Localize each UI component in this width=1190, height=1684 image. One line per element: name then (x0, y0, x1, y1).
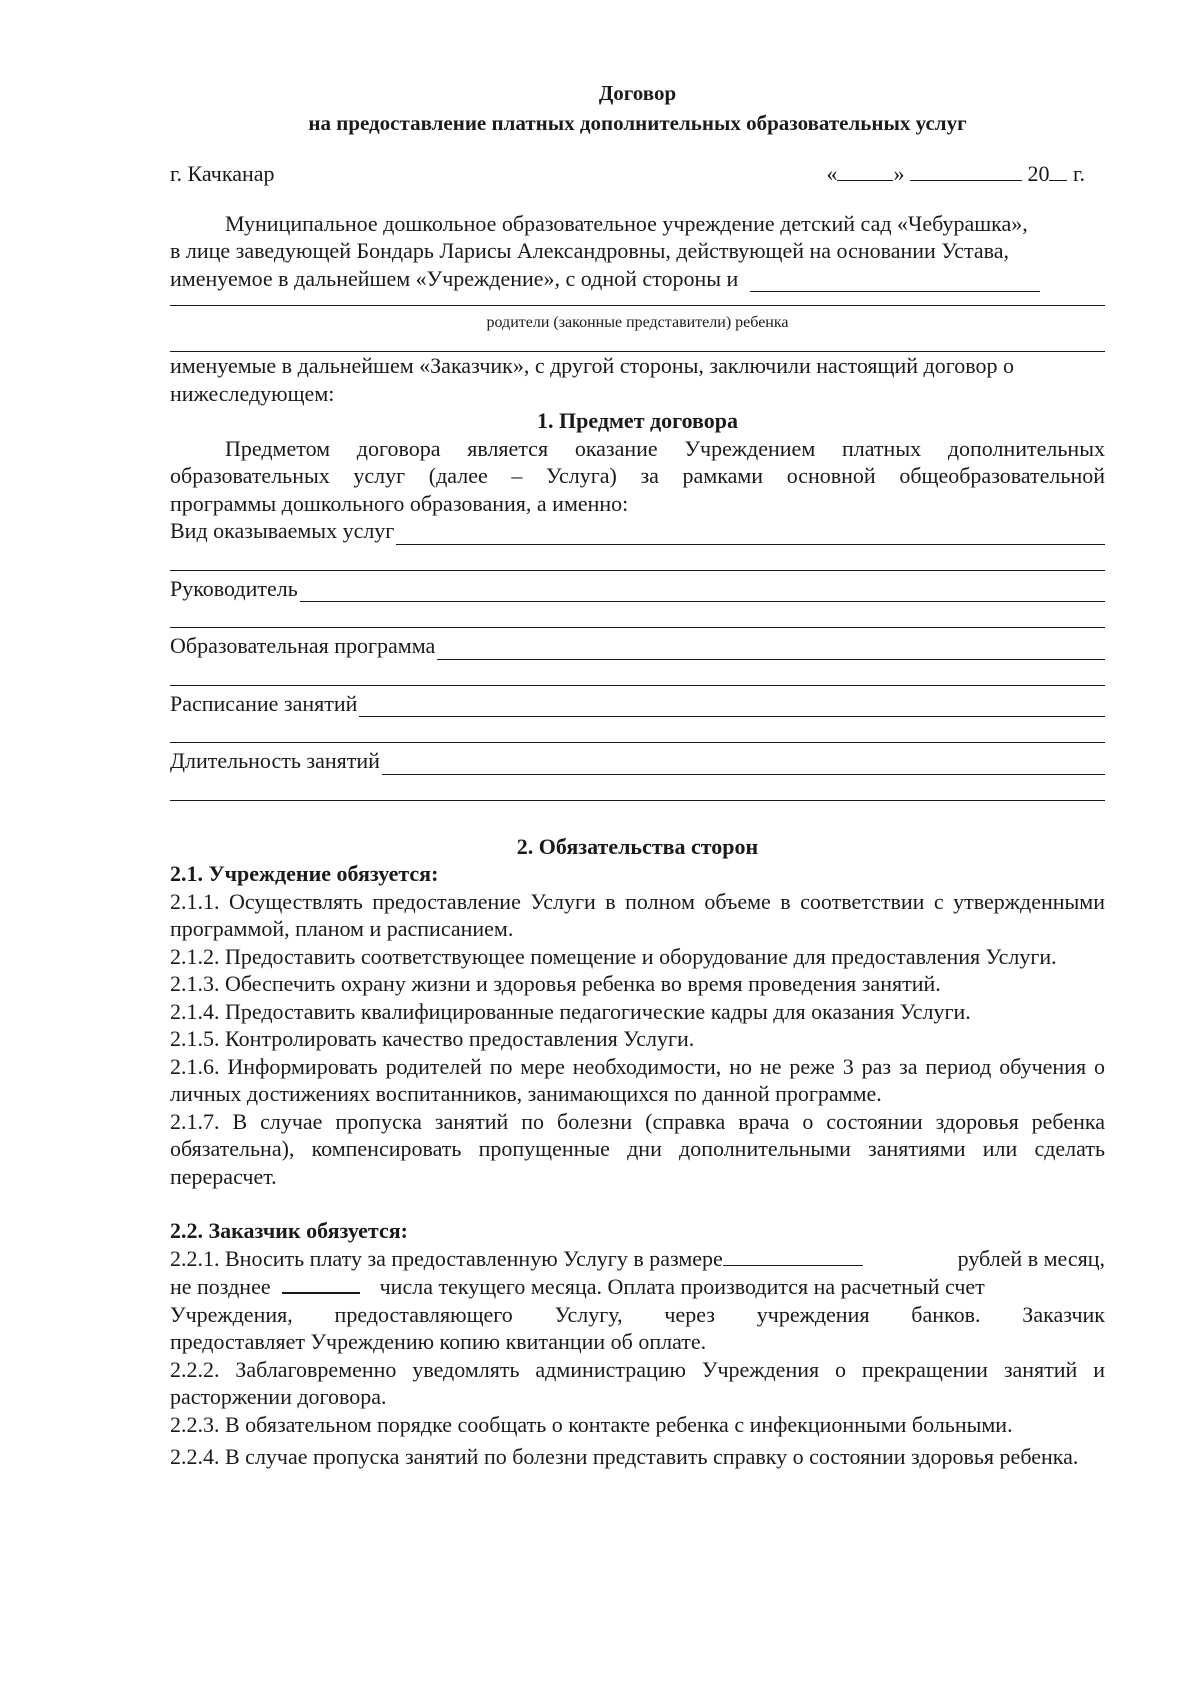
payment-line-1: 2.2.1. Вносить плату за предоставленную Услугу в размере рублей в месяц, (170, 1245, 1105, 1271)
document-title: Договор (598, 81, 677, 105)
schedule-line-2[interactable] (170, 741, 1105, 743)
payment-day-blank[interactable] (282, 1272, 360, 1294)
obligation-item: 2.1.7. В случае пропуска занятий по болезни (справка врача о состоянии здоровья ребенка обязательна), компенсировать пропущенные дни дополнительными занятиями или сделать перерасчет. (170, 1108, 1105, 1189)
duration-line-2[interactable] (170, 799, 1105, 801)
section-2-heading: 2. Обязательства сторон (516, 833, 759, 859)
supervisor-blank[interactable] (300, 581, 1105, 602)
obligation-item: 2.1.6. Информировать родителей по мере необходимости, но не реже 3 раз за период обучения о личных достижениях воспитанников, занимающихся по данной программе. (170, 1053, 1105, 1106)
place-date-row (170, 160, 1105, 188)
preamble (170, 210, 1105, 408)
program-blank[interactable] (437, 639, 1105, 660)
payment-amount-blank[interactable] (723, 1245, 863, 1266)
program-line-2[interactable] (170, 684, 1105, 686)
obligation-item: 2.1.4. Предоставить квалифицированные педагогические кадры для оказания Услуги. (170, 998, 971, 1024)
preamble-line: именуемые в дальнейшем «Заказчик», с другой стороны, заключили настоящий договор о (170, 353, 1014, 378)
supervisor-line-2[interactable] (170, 626, 1105, 628)
section-1-heading: 1. Предмет договора (537, 408, 738, 433)
obligation-item: 2.1.1. Осуществлять предоставление Услуги в полном объеме в соответствии с утвержденными программой, планом и расписанием. (170, 888, 1105, 941)
payment-line-3: Учреждения, предоставляющего Услугу, через учреждения банков. Заказчик (170, 1301, 1105, 1327)
preamble-line: Муниципальное дошкольное образовательное учреждение детский сад «Чебурашка», (225, 210, 1028, 236)
obligation-item-payment (170, 1245, 1105, 1356)
parties-line: именуемое в дальнейшем «Учреждение», с одной стороны и (170, 265, 1040, 293)
duration-field: Длительность занятий (170, 747, 1105, 775)
document-subtitle: на предоставление платных дополнительных образовательных услуг (308, 111, 967, 135)
schedule-blank[interactable] (359, 696, 1105, 717)
year-blank[interactable] (1049, 160, 1067, 181)
payment-line-2: не позднее числа текущего месяца. Оплата производится на расчетный счет (170, 1274, 985, 1299)
obligation-item: 2.2.4. В случае пропуска занятий по болезни представить справку о состоянии здоровья ребенка. (170, 1444, 1079, 1469)
preamble-line: в лице заведующей Бондарь Ларисы Александровны, действующей на основании Устава, (170, 238, 1010, 263)
institution-obligations-heading: 2.1. Учреждение обязуется: (170, 861, 439, 886)
customer-obligations-heading: 2.2. Заказчик обязуется: (170, 1218, 409, 1243)
obligation-item: 2.1.2. Предоставить соответствующее помещение и оборудование для предоставления Услуги. (170, 943, 1057, 969)
payment-line-4: предоставляет Учреждению копию квитанции об оплате. (170, 1329, 707, 1354)
month-blank[interactable] (910, 160, 1022, 181)
city: г. Качканар (170, 161, 275, 186)
customer-name-line[interactable] (170, 304, 1105, 306)
service-type-blank[interactable] (396, 524, 1105, 545)
day-blank[interactable] (837, 160, 893, 181)
preamble-line: нижеследующем: (170, 380, 335, 406)
program-field: Образовательная программа (170, 632, 1105, 660)
subject-paragraph-line: программы дошкольного образования, а именно: (170, 490, 629, 516)
customer-name-blank[interactable] (750, 271, 1040, 292)
schedule-field: Расписание занятий (170, 690, 1105, 718)
service-type-line-2[interactable] (170, 569, 1105, 571)
section-obligations (170, 833, 1105, 1473)
contract-page (170, 78, 1105, 1472)
service-type-field: Вид оказываемых услуг (170, 517, 1105, 545)
payment-amount-text: 2.2.1. Вносить плату за предоставленную Услугу в размере (170, 1245, 863, 1273)
customer-caption: родители (законные представители) ребенка (486, 314, 789, 331)
subject-paragraph-line: образовательных услуг (далее – Услуга) за рамками основной общеобразовательной (170, 463, 1105, 488)
obligation-item: 2.1.3. Обеспечить охрану жизни и здоровья ребенка во время проведения занятий. (170, 971, 941, 996)
obligation-item: 2.2.3. В обязательном порядке сообщать о контакте ребенка с инфекционными больными. (170, 1411, 1013, 1437)
supervisor-field: Руководитель (170, 575, 1105, 603)
subject-paragraph-line: Предметом договора является оказание Учреждением платных дополнительных (225, 435, 1105, 461)
date-line: « » 20 г. (826, 161, 1085, 186)
obligation-item: 2.2.2. Заблаговременно уведомлять администрацию Учреждения о прекращении занятий и расторжении договора. (170, 1356, 1105, 1409)
duration-blank[interactable] (382, 754, 1105, 775)
obligation-item: 2.1.5. Контролировать качество предоставления Услуги. (170, 1026, 695, 1051)
section-subject (170, 407, 1105, 801)
